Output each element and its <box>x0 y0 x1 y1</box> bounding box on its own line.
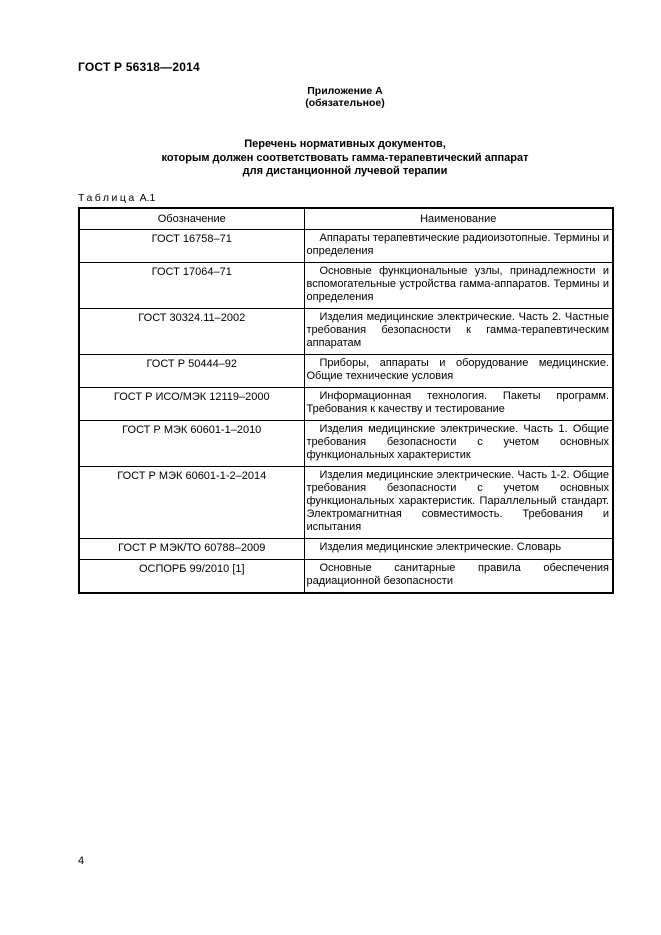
designation-cell: ГОСТ Р МЭК/ТО 60788–2009 <box>79 538 304 559</box>
document-header: ГОСТ Р 56318—2014 <box>78 60 200 74</box>
name-cell: Изделия медицинские электрические. Часть 1. Общие требования безопасности с учетом основных функциональных характеристик <box>304 420 613 466</box>
table-row <box>79 229 613 262</box>
name-cell: Изделия медицинские электрические. Часть 2. Частные требования безопасности к гамма-терапевтическим аппаратам <box>304 308 613 354</box>
table-row <box>79 420 613 466</box>
designation-cell: ГОСТ Р МЭК 60601-1-2–2014 <box>79 466 304 538</box>
name-cell: Информационная технология. Пакеты программ. Требования к качеству и тестирование <box>304 387 613 420</box>
table-row <box>79 262 613 308</box>
appendix-title: Приложение А <box>307 85 383 97</box>
table-header-row <box>79 208 613 230</box>
table-header <box>79 208 613 230</box>
normative-documents-table <box>78 207 614 594</box>
name-cell: Аппараты терапевтические радиоизотопные. Термины и определения <box>304 229 613 262</box>
table-label-word: Таблица <box>78 191 137 204</box>
table-label <box>78 192 612 204</box>
name-cell: Основные санитарные правила обеспечения радиационной безопасности <box>304 559 613 593</box>
document-title-line-2: которым должен соответствовать гамма-терапевтический аппарат <box>161 151 529 164</box>
name-cell: Изделия медицинские электрические. Словарь <box>304 538 613 559</box>
designation-cell: ГОСТ Р 50444–92 <box>79 354 304 387</box>
name-cell: Основные функциональные узлы, принадлежности и вспомогательные устройства гамма-аппаратов. Термины и определения <box>304 262 613 308</box>
name-cell: Изделия медицинские электрические. Часть 1-2. Общие требования безопасности с учетом основных функциональных характеристик. Параллельный стандарт. Электромагнитная совместимость. Требования и испытания <box>304 466 613 538</box>
table-label-number: А.1 <box>139 191 156 204</box>
table-row <box>79 308 613 354</box>
designation-cell: ГОСТ Р ИСО/МЭК 12119–2000 <box>79 387 304 420</box>
document-page <box>78 0 612 594</box>
name-cell: Приборы, аппараты и оборудование медицинские. Общие технические условия <box>304 354 613 387</box>
appendix-subtitle: (обязательное) <box>305 97 385 109</box>
table-row <box>79 387 613 420</box>
appendix-block <box>78 85 612 109</box>
document-title-line-1: Перечень нормативных документов, <box>244 138 446 150</box>
designation-cell: ГОСТ 16758–71 <box>79 229 304 262</box>
table-row <box>79 559 613 593</box>
designation-cell: ОСПОРБ 99/2010 [1] <box>79 559 304 593</box>
table-body <box>79 229 613 593</box>
table-row <box>79 466 613 538</box>
document-title-line-3: для дистанционной лучевой терапии <box>242 165 448 177</box>
document-title <box>78 138 612 179</box>
page-number: 4 <box>78 855 85 867</box>
designation-cell: ГОСТ Р МЭК 60601-1–2010 <box>79 420 304 466</box>
table-row <box>79 354 613 387</box>
designation-cell: ГОСТ 17064–71 <box>79 262 304 308</box>
table-row <box>79 538 613 559</box>
column-header-name: Наименование <box>304 208 613 230</box>
designation-cell: ГОСТ 30324.11–2002 <box>79 308 304 354</box>
column-header-designation: Обозначение <box>79 208 304 230</box>
